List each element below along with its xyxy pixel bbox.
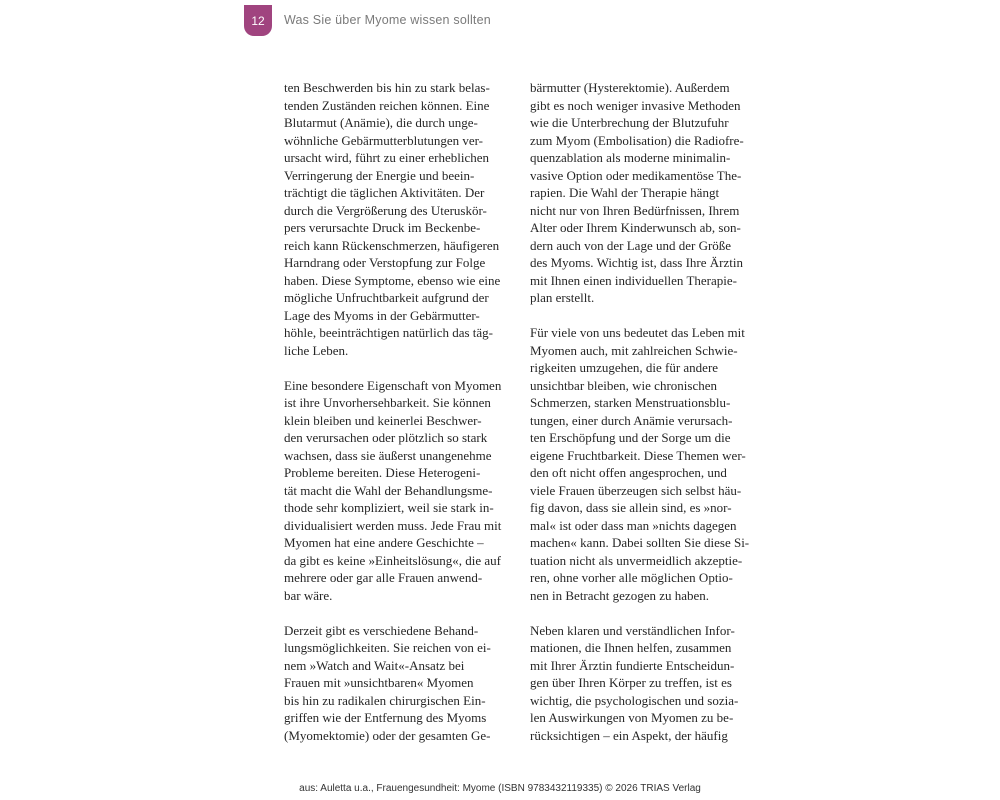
- text-line: viele Frauen überzeugen sich selbst häu-: [530, 482, 742, 498]
- text-line: reich kann Rückenschmerzen, häufigeren: [284, 237, 500, 253]
- paragraph: [284, 79, 516, 359]
- text-line: ursacht wird, führt zu einer erheblichen: [284, 150, 490, 165]
- text-line: Frauen mit »unsichtbaren« Myomen: [284, 675, 474, 690]
- text-line: Probleme bereiten. Diese Heterogeni-: [284, 465, 481, 480]
- paragraph: [530, 79, 762, 307]
- text-line: Derzeit gibt es verschiedene Behand-: [284, 622, 479, 638]
- text-line: nen in Betracht gezogen zu haben.: [530, 587, 710, 603]
- text-line: wöhnliche Gebärmutterblutungen ver-: [284, 132, 484, 148]
- text-line: bar wäre.: [284, 587, 333, 603]
- text-line: (Myomektomie) oder der gesamten Ge-: [284, 727, 491, 743]
- text-line: klein bleiben und keinerlei Beschwer-: [284, 412, 482, 428]
- text-line: bis hin zu radikalen chirurgischen Ein-: [284, 692, 486, 708]
- text-line: höhle, beeinträchtigen natürlich das täg-: [284, 325, 494, 340]
- text-line: thode sehr kompliziert, weil sie stark in-: [284, 500, 494, 515]
- text-line: len Auswirkungen von Myomen zu be-: [530, 710, 734, 725]
- text-line: machen« kann. Dabei sollten Sie diese Si-: [530, 535, 750, 550]
- text-line: trächtigt die täglichen Aktivitäten. Der: [284, 185, 485, 200]
- paragraph: [284, 377, 516, 605]
- text-line: Myomen auch, mit zahlreichen Schwie-: [530, 342, 738, 358]
- text-line: dern auch von der Lage und der Größe: [530, 237, 732, 253]
- text-line: nem »Watch and Wait«-Ansatz bei: [284, 657, 465, 673]
- text-line: zum Myom (Embolisation) die Radiofre-: [530, 132, 744, 148]
- text-line: tät macht die Wahl der Behandlungsme-: [284, 482, 493, 498]
- page-number-badge: [244, 5, 272, 36]
- text-line: mögliche Unfruchtbarkeit aufgrund der: [284, 290, 489, 305]
- text-line: mit Ihnen einen individuellen Therapie-: [530, 272, 737, 288]
- text-line: wachsen, dass sie äußerst unangenehme: [284, 447, 492, 463]
- text-line: fig davon, dass sie allein sind, es »nor-: [530, 500, 732, 515]
- paragraph: [284, 622, 516, 745]
- text-line: Schmerzen, starken Menstruationsblu-: [530, 395, 731, 410]
- text-line: Lage des Myoms in der Gebärmutter-: [284, 307, 480, 323]
- text-line: ten Beschwerden bis hin zu stark belas-: [284, 80, 490, 95]
- text-line: mal« ist oder dass man »nichts dagegen: [530, 517, 737, 533]
- text-line: Blutarmut (Anämie), die durch unge-: [284, 115, 478, 130]
- text-line: wie die Unterbrechung der Blutzufuhr: [530, 115, 729, 130]
- text-line: vasive Option oder medikamentöse The-: [530, 167, 742, 183]
- page-number: 12: [251, 13, 265, 28]
- text-line: ten Erschöpfung und der Sorge um die: [530, 430, 731, 445]
- text-line: mehrere oder gar alle Frauen anwend-: [284, 570, 483, 585]
- text-line: Für viele von uns bedeutet das Leben mit: [530, 325, 745, 340]
- text-line: nicht nur von Ihren Bedürfnissen, Ihrem: [530, 202, 740, 218]
- text-line: griffen wie der Entfernung des Myoms: [284, 710, 487, 725]
- running-head: Was Sie über Myome wissen sollten: [284, 13, 491, 27]
- text-line: unsichtbar bleiben, wie chronischen: [530, 377, 717, 393]
- page-header: [0, 0, 1000, 40]
- paragraph: [530, 324, 762, 604]
- text-line: wichtig, die psychologischen und sozia-: [530, 692, 739, 708]
- text-line: eigene Fruchtbarkeit. Diese Themen wer-: [530, 447, 746, 463]
- text-line: haben. Diese Symptome, ebenso wie eine: [284, 272, 501, 288]
- text-line: liche Leben.: [284, 342, 349, 358]
- text-line: mationen, die Ihnen helfen, zusammen: [530, 640, 732, 655]
- text-line: tenden Zuständen reichen können. Eine: [284, 97, 490, 113]
- text-line: ist ihre Unvorhersehbarkeit. Sie können: [284, 395, 491, 410]
- text-line: rücksichtigen – ein Aspekt, der häufig: [530, 727, 728, 743]
- text-line: tungen, einer durch Anämie verursach-: [530, 412, 733, 428]
- text-line: pers verursachte Druck im Beckenbe-: [284, 220, 481, 235]
- text-line: Verringerung der Energie und beein-: [284, 167, 475, 183]
- text-line: durch die Vergrößerung des Uteruskör-: [284, 202, 487, 218]
- text-line: Eine besondere Eigenschaft von Myomen: [284, 377, 502, 393]
- text-line: ren, ohne vorher alle möglichen Optio-: [530, 570, 733, 585]
- text-line: bärmutter (Hysterektomie). Außerdem: [530, 80, 730, 95]
- text-line: den oft nicht offen angesprochen, und: [530, 465, 727, 480]
- text-line: gen über Ihren Körper zu treffen, ist es: [530, 675, 732, 690]
- text-line: rigkeiten umzugehen, die für andere: [530, 360, 719, 375]
- text-line: dividualisiert werden muss. Jede Frau mit: [284, 517, 502, 533]
- text-line: Neben klaren und verständlichen Infor-: [530, 622, 735, 638]
- text-line: quenzablation als moderne minimalin-: [530, 150, 731, 165]
- text-line: tuation nicht als unvermeidlich akzeptie-: [530, 552, 743, 568]
- text-line: gibt es noch weniger invasive Methoden: [530, 97, 741, 113]
- text-line: rapien. Die Wahl der Therapie hängt: [530, 185, 720, 200]
- text-line: den verursachen oder plötzlich so stark: [284, 430, 488, 445]
- text-line: plan erstellt.: [530, 290, 595, 305]
- text-line: lungsmöglichkeiten. Sie reichen von ei-: [284, 640, 491, 655]
- text-line: mit Ihrer Ärztin fundierte Entscheidun-: [530, 657, 735, 673]
- text-line: Myomen hat eine andere Geschichte –: [284, 535, 484, 550]
- text-line: da gibt es keine »Einheitslösung«, die auf: [284, 552, 501, 568]
- paragraph: [530, 622, 762, 745]
- source-footer: aus: Auletta u.a., Frauengesundheit: Myome (ISBN 9783432119335) © 2026 TRIAS Verlag: [299, 783, 701, 794]
- text-line: Harndrang oder Verstopfung zur Folge: [284, 255, 486, 270]
- text-line: Alter oder Ihrem Kinderwunsch ab, son-: [530, 220, 741, 235]
- text-line: des Myoms. Wichtig ist, dass Ihre Ärztin: [530, 255, 743, 270]
- right-text-column: [530, 79, 762, 762]
- left-text-column: [284, 79, 516, 762]
